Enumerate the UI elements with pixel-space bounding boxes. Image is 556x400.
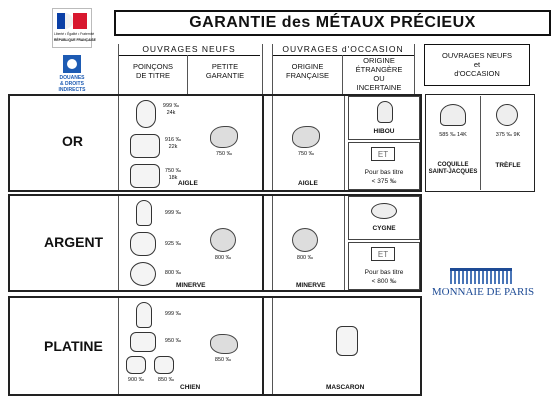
header-divider-1 [187,55,188,95]
douanes-text-2: & DROITS [60,81,84,87]
header-ouvrages-occasion: OUVRAGES d'OCCASION [272,44,414,56]
header-petite-garantie: PETITE GARANTIE [205,62,245,80]
or-916-eagle-mark-icon [130,134,160,158]
argent-925-label: 925 ‰ [164,241,182,247]
argent-divider-d [344,196,345,290]
coquille-name: COQUILLE SAINT-JACQUES [428,162,478,175]
platine-900-dog-icon [126,356,146,374]
or-divider-a [118,96,119,190]
platine-999-label: 999 ‰ [164,311,182,317]
or-divider-c [272,96,273,190]
platine-petite-dog-icon [210,334,238,354]
monnaie-de-paris-logo [428,268,538,304]
argent-bas-titre-1: Pour bas titre [364,269,404,276]
republique-francaise-logo [52,8,96,48]
or-occ-eagle-icon [292,126,320,148]
hibou-label: HIBOU [373,128,395,135]
header-divider-mid [262,44,263,95]
platine-divider-c [272,298,273,394]
header-divider-2 [342,55,343,95]
douanes-text-1: DOUANES [59,75,85,81]
argent-bas-titre-2: < 800 ‰ [371,278,397,285]
or-916-label: 916 ‰ 22k [164,137,182,150]
trefle-value: 375 ‰ 9K [495,132,521,138]
header-origine-francaise: ORIGINE FRANÇAISE [286,62,329,80]
argent-divider-b [262,196,264,290]
monnaie-building-icon [450,268,512,284]
or-750-eagle-mark-icon [130,164,160,188]
or-bas-titre-1: Pour bas titre [364,169,404,176]
or-999-mark-icon [136,100,156,128]
or-occ-name: AIGLE [298,180,318,187]
douanes-square-icon [63,55,81,73]
argent-divider-c [272,196,273,290]
platine-850-label: 850 ‰ [157,377,175,383]
argent-cygne-cell [348,196,420,240]
republique-text-1: Liberté • Égalité • Fraternité [54,32,95,36]
platine-900-label: 900 ‰ [127,377,145,383]
trefle-name: TRÈFLE [495,162,521,169]
cygne-swan-icon [371,203,397,219]
header-ouvrages-neufs: OUVRAGES NEUFS [118,44,260,56]
or-750-label: 750 ‰ 18k [164,168,182,181]
flag-red [73,13,87,29]
or-divider-b [262,96,264,190]
platine-petite-value: 850 ‰ [214,357,232,363]
platine-divider-b [262,298,264,394]
or-et-mark-icon: ET [371,147,395,161]
or-hibou-cell [348,96,420,140]
header-divider-right [414,44,415,95]
platine-occ-name: MASCARON [326,384,365,391]
row-label-platine: PLATINE [44,338,103,354]
or-et-cell [348,142,420,190]
argent-925-minerve-icon [130,232,156,256]
row-label-argent: ARGENT [44,234,104,250]
argent-et-cell [348,242,420,290]
monnaie-de-paris-text: MONNAIE DE PARIS [431,286,535,298]
marianne-profile-icon [65,13,73,29]
header-poincons-de-titre: POINÇONS DE TITRE [132,62,173,80]
cygne-label: CYGNE [372,225,396,232]
platine-950-label: 950 ‰ [164,338,182,344]
argent-999-mark-icon [136,200,152,226]
coquille-value: 585 ‰ 14K [439,132,467,138]
platine-950-dog-icon [130,332,156,352]
or-neufs-occasion-divider [480,96,481,190]
argent-800-minerve-icon [130,262,156,286]
hibou-owl-icon [377,101,393,123]
argent-divider-a [118,196,119,290]
argent-petite-value: 800 ‰ [214,255,232,261]
trefle-clover-icon [496,104,518,126]
or-occ-value: 750 ‰ [297,151,315,157]
argent-occ-minerve-icon [292,228,318,252]
or-petite-eagle-icon [210,126,238,148]
argent-800-label: 800 ‰ [164,270,182,276]
platine-neuf-name: CHIEN [180,384,201,391]
argent-petite-minerve-icon [210,228,236,252]
mascaron-mask-icon [336,326,358,356]
argent-occ-value: 800 ‰ [296,255,314,261]
header-divider-mid2 [272,44,273,95]
header-origine-etrangere: ORIGINE ÉTRANGÈRE OU INCERTAINE [355,56,403,92]
platine-divider-a [118,298,119,394]
or-bas-titre-2: < 375 ‰ [371,178,397,185]
page-title: GARANTIE des MÉTAUX PRÉCIEUX [114,10,551,36]
or-neuf-name: AIGLE [178,180,198,187]
republique-text-2: RÉPUBLIQUE FRANÇAISE [54,38,96,42]
coquille-shell-icon [440,104,466,126]
argent-999-label: 999 ‰ [164,210,182,216]
row-label-or: OR [62,133,83,149]
argent-et-mark-icon: ET [371,247,395,261]
or-petite-value: 750 ‰ [215,151,233,157]
douanes-text-3: INDIRECTS [58,87,86,93]
argent-occ-name: MINERVE [296,282,326,289]
header-divider-left [118,44,119,95]
flag-blue [57,13,65,29]
or-999-label: 999 ‰ 24k [162,103,180,116]
or-divider-d [344,96,345,190]
platine-850-dog-icon [154,356,174,374]
header-neufs-et-occasion: OUVRAGES NEUFS et d'OCCASION [424,44,530,86]
argent-neuf-name: MINERVE [176,282,206,289]
platine-999-mark-icon [136,302,152,328]
